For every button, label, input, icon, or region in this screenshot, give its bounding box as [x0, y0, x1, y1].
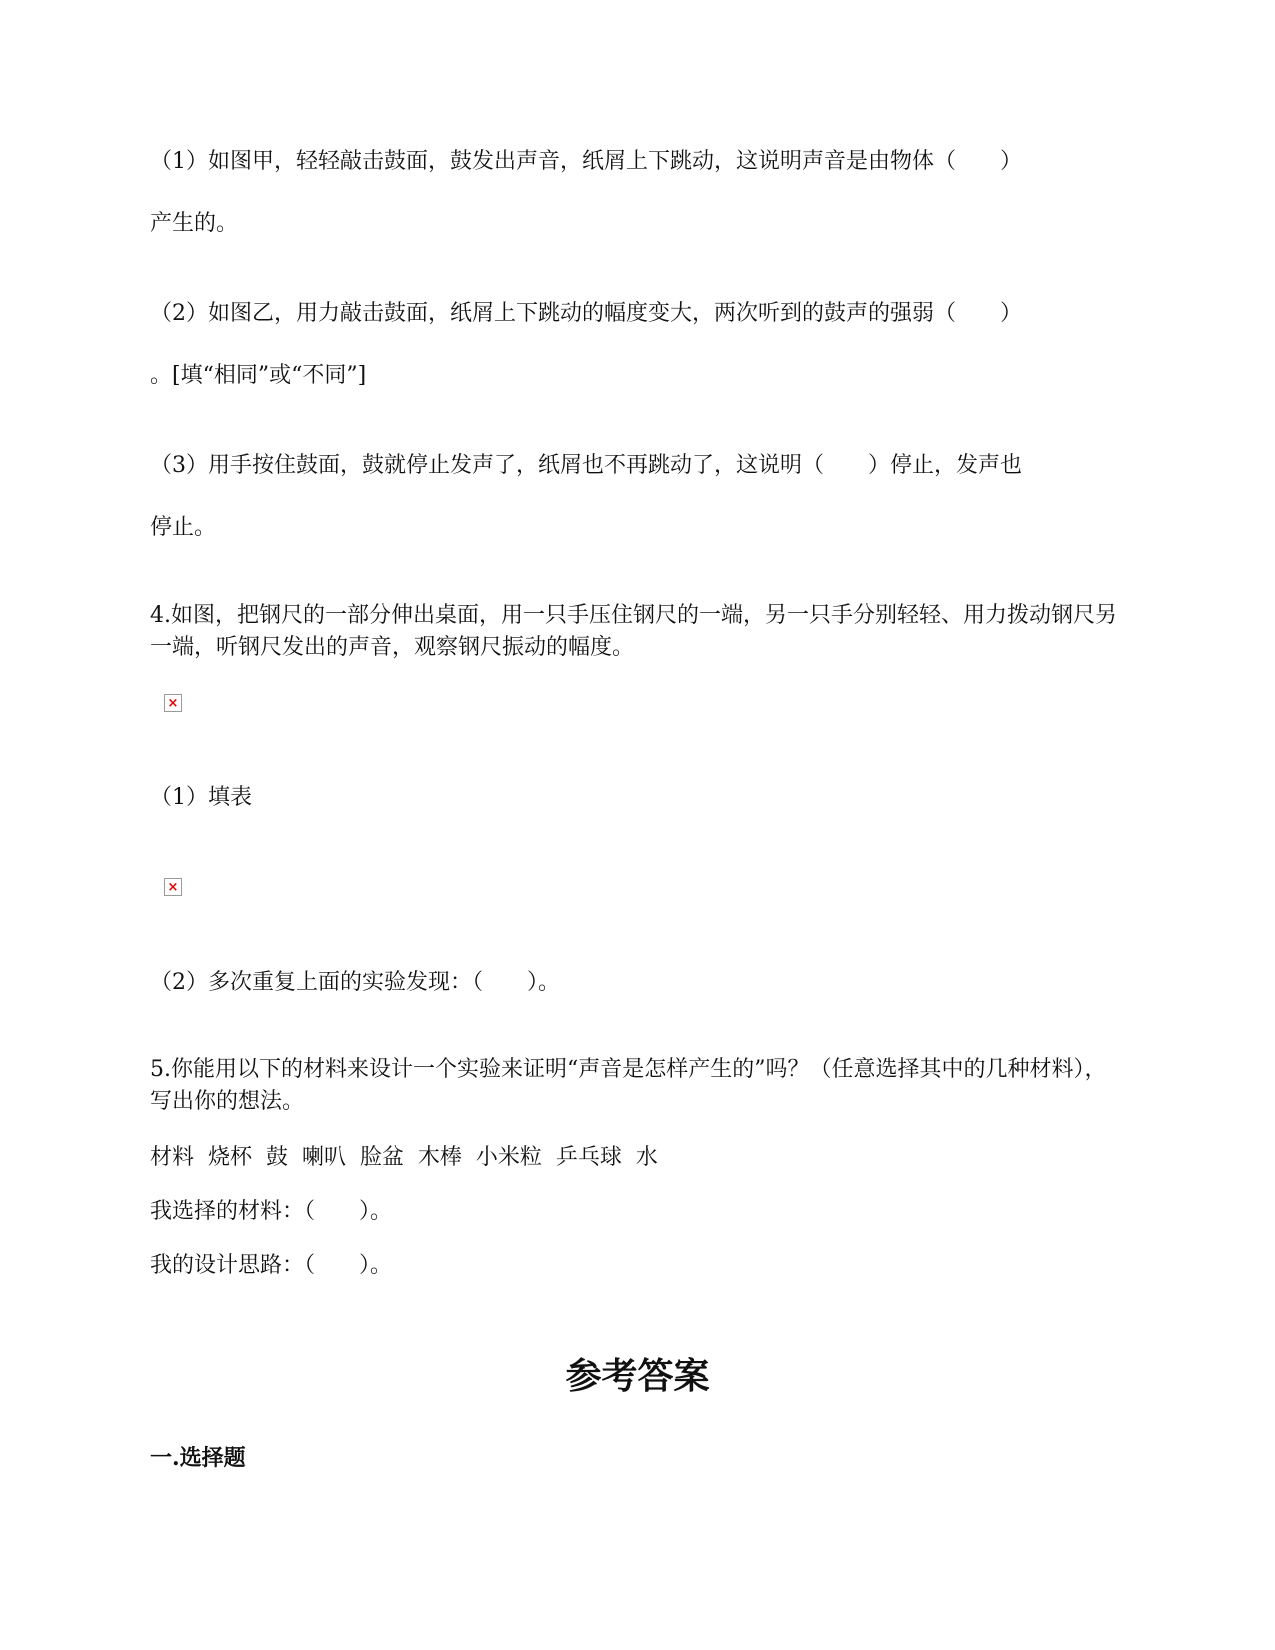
q4-sub2-label: （2）多次重复上面的实验发现：（ ）。	[150, 970, 560, 995]
q3-part2-line1: （2）如图乙，用力敲击鼓面，纸屑上下跳动的幅度变大，两次听到的鼓声的强弱（ ）	[150, 301, 1023, 326]
answer-key-title: 参考答案	[565, 1355, 710, 1397]
q3-part3-line2: 停止。	[150, 515, 217, 540]
q3-part3-line1: （3）用手按住鼓面，鼓就停止发声了，纸屑也不再跳动了，这说明（ ）停止，发声也	[150, 453, 1023, 478]
q5-choice-line: 我选择的材料：（ ）。	[150, 1199, 393, 1224]
q4-sub1-label: （1）填表	[150, 785, 252, 810]
broken-image-icon: ×	[164, 878, 182, 896]
section-heading-choice: 一.选择题	[150, 1445, 246, 1471]
broken-image-icon: ×	[164, 694, 182, 712]
q4-question-text: 4.如图，把钢尺的一部分伸出桌面，用一只手压住钢尺的一端，另一只手分别轻轻、用力拨动钢尺另一端，听钢尺发出的声音，观察钢尺振动的幅度。	[150, 603, 1117, 660]
q3-part2-line2: 。[填“相同”或“不同”]	[150, 363, 367, 388]
q5-question-text: 5.你能用以下的材料来设计一个实验来证明“声音是怎样产生的”吗？（任意选择其中的几种材料），写出你的想法。	[150, 1057, 1107, 1114]
q3-part1-line1: （1）如图甲，轻轻敲击鼓面，鼓发出声音，纸屑上下跳动，这说明声音是由物体（ ）	[150, 149, 1023, 174]
q5-materials-list: 材料 烧杯 鼓 喇叭 脸盆 木棒 小米粒 乒乓球 水	[150, 1145, 658, 1170]
q5-design-line: 我的设计思路：（ ）。	[150, 1253, 393, 1278]
q3-part1-line2: 产生的。	[150, 211, 239, 236]
